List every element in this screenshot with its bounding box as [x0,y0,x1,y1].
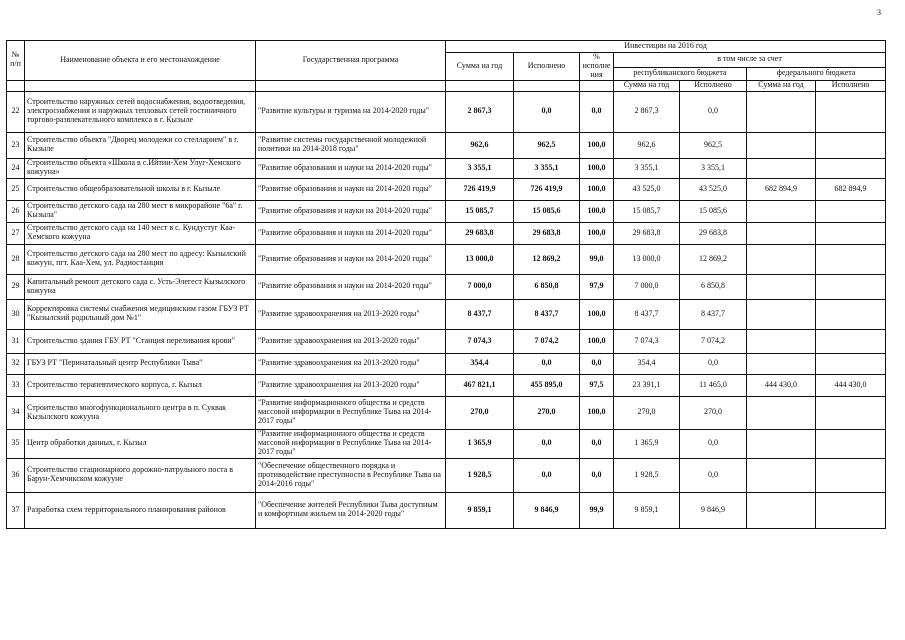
program-name: "Развитие здравоохранения на 2013-2020 годы" [256,329,446,353]
republic-plan: 2 867,3 [614,91,680,132]
republic-plan: 43 525,0 [614,178,680,200]
page-number: 3 [877,8,881,17]
row-number: 34 [7,396,25,429]
table-row [7,492,886,528]
table-row [7,353,886,374]
republic-plan: 29 683,8 [614,222,680,244]
done-amount: 726 419,9 [514,178,580,200]
percent-done: 0,0 [580,458,614,492]
table-row [7,458,886,492]
federal-plan [747,222,816,244]
program-name: "Обеспечение общественного порядка и противодействие преступности в Республике Тыва на 2014-2016 годы" [256,458,446,492]
percent-done: 97,9 [580,274,614,299]
federal-plan [747,132,816,158]
republic-plan: 3 355,1 [614,158,680,178]
federal-done [816,492,886,528]
done-amount: 270,0 [514,396,580,429]
republic-plan: 15 085,7 [614,200,680,222]
header-plan: Сумма на год [446,53,514,81]
republic-done: 29 683,8 [680,222,747,244]
federal-done [816,158,886,178]
header-done: Исполнено [514,53,580,81]
object-name: Строительство детского сада на 140 мест в с. Кундустуг Каа-Хемского кожууна [25,222,256,244]
object-name: Строительство объекта "Дворец молодежи со стелларием" в г. Кызыле [25,132,256,158]
federal-plan [747,158,816,178]
federal-plan [747,396,816,429]
federal-plan [747,429,816,458]
percent-done: 0,0 [580,353,614,374]
plan-amount: 962,6 [446,132,514,158]
percent-done: 100,0 [580,132,614,158]
plan-amount: 7 000,0 [446,274,514,299]
done-amount: 0,0 [514,458,580,492]
row-number: 23 [7,132,25,158]
header-investments: Инвестиции на 2016 год [446,41,886,53]
republic-done: 0,0 [680,458,747,492]
header-name: Наименование объекта и его местонахождение [25,41,256,81]
federal-done [816,244,886,274]
federal-done [816,396,886,429]
done-amount: 962,5 [514,132,580,158]
federal-plan [747,458,816,492]
republic-done: 0,0 [680,429,747,458]
object-name: Корректировка системы снабжения медицинским газом ГБУЗ РТ "Кызылский родильный дом №1" [25,299,256,329]
program-name: "Развитие образования и науки на 2014-2020 годы" [256,178,446,200]
program-name: "Обеспечение жителей Республики Тыва доступным и комфортным жильем на 2014-2020 годы" [256,492,446,528]
percent-done: 100,0 [580,158,614,178]
done-amount: 8 437,7 [514,299,580,329]
federal-done [816,299,886,329]
investment-table [6,40,886,529]
program-name: "Развитие культуры и туризма на 2014-2020 годы" [256,91,446,132]
republic-plan: 1 365,9 [614,429,680,458]
program-name: "Развитие системы государственной молодежной политики на 2014-2018 годы" [256,132,446,158]
row-number: 37 [7,492,25,528]
table-row [7,200,886,222]
table-row [7,178,886,200]
header-republic: республиканского бюджета [614,67,747,80]
plan-amount: 29 683,8 [446,222,514,244]
header-pct: % исполне ния [580,53,614,81]
republic-done: 7 074,2 [680,329,747,353]
percent-done: 99,9 [580,492,614,528]
republic-done: 8 437,7 [680,299,747,329]
object-name: Строительство общеобразовательной школы в г. Кызыле [25,178,256,200]
federal-done [816,132,886,158]
table-row [7,274,886,299]
federal-plan [747,91,816,132]
program-name: "Развитие образования и науки на 2014-2020 годы" [256,158,446,178]
plan-amount: 2 867,3 [446,91,514,132]
republic-plan: 9 859,1 [614,492,680,528]
program-name: "Развитие информационного общества и средств массовой информации в Республике Тыва на 2014-2017 годы" [256,396,446,429]
row-number: 30 [7,299,25,329]
republic-done: 12 869,2 [680,244,747,274]
header-rep-done: Исполнено [680,80,747,91]
object-name: Разработка схем территориального планирования районов [25,492,256,528]
plan-amount: 1 928,5 [446,458,514,492]
table-row [7,299,886,329]
program-name: "Развитие образования и науки на 2014-2020 годы" [256,200,446,222]
header-program: Государственная программа [256,41,446,81]
federal-plan: 682 894,9 [747,178,816,200]
republic-done: 11 465,0 [680,374,747,396]
program-name: "Развитие здравоохранения на 2013-2020 годы" [256,374,446,396]
percent-done: 99,0 [580,244,614,274]
object-name: Капитальный ремонт детского сада с. Усть-Элегест Кызылского кожууна [25,274,256,299]
header-incl: в том числе за счет [614,53,886,68]
republic-done: 9 846,9 [680,492,747,528]
done-amount: 3 355,1 [514,158,580,178]
program-name: "Развитие образования и науки на 2014-2020 годы" [256,244,446,274]
table-row [7,374,886,396]
republic-done: 0,0 [680,91,747,132]
row-number: 35 [7,429,25,458]
done-amount: 0,0 [514,429,580,458]
row-number: 33 [7,374,25,396]
federal-done [816,274,886,299]
percent-done: 0,0 [580,429,614,458]
object-name: Строительство многофункционального центра в п. Суквак Кызылского кожууна [25,396,256,429]
federal-plan [747,492,816,528]
plan-amount: 354,4 [446,353,514,374]
header-fed-plan: Сумма на год [747,80,816,91]
done-amount: 6 850,8 [514,274,580,299]
federal-done [816,329,886,353]
object-name: Строительство здания ГБУ РТ "Станция переливания крови" [25,329,256,353]
table-row [7,329,886,353]
header-fed-done: Исполнено [816,80,886,91]
row-number: 36 [7,458,25,492]
done-amount: 0,0 [514,353,580,374]
republic-plan: 23 391,1 [614,374,680,396]
federal-done [816,222,886,244]
percent-done: 100,0 [580,178,614,200]
republic-plan: 8 437,7 [614,299,680,329]
republic-plan: 7 000,0 [614,274,680,299]
table-row [7,132,886,158]
object-name: Строительство детского сада на 280 мест в микрорайоне "6а" г. Кызыла" [25,200,256,222]
federal-done [816,353,886,374]
object-name: Строительство объекта «Школа в с.Ийтии-Хем Улуг-Хемского кожууна» [25,158,256,178]
federal-plan [747,353,816,374]
program-name: "Развитие здравоохранения на 2013-2020 годы" [256,353,446,374]
federal-done [816,458,886,492]
row-number: 22 [7,91,25,132]
plan-amount: 270,0 [446,396,514,429]
republic-plan: 13 000,0 [614,244,680,274]
republic-done: 962,5 [680,132,747,158]
federal-plan: 444 430,0 [747,374,816,396]
republic-plan: 962,6 [614,132,680,158]
federal-plan [747,329,816,353]
done-amount: 0,0 [514,91,580,132]
federal-plan [747,299,816,329]
plan-amount: 3 355,1 [446,158,514,178]
plan-amount: 7 074,3 [446,329,514,353]
percent-done: 97,5 [580,374,614,396]
program-name: "Развитие образования и науки на 2014-2020 годы" [256,222,446,244]
table-row [7,429,886,458]
done-amount: 29 683,8 [514,222,580,244]
plan-amount: 9 859,1 [446,492,514,528]
plan-amount: 726 419,9 [446,178,514,200]
table-row [7,244,886,274]
republic-plan: 7 074,3 [614,329,680,353]
percent-done: 100,0 [580,329,614,353]
table-row [7,222,886,244]
table-row [7,396,886,429]
percent-done: 100,0 [580,200,614,222]
row-number: 25 [7,178,25,200]
table-row [7,158,886,178]
republic-plan: 270,0 [614,396,680,429]
plan-amount: 467 821,1 [446,374,514,396]
row-number: 26 [7,200,25,222]
federal-done [816,91,886,132]
plan-amount: 15 085,7 [446,200,514,222]
program-name: "Развитие образования и науки на 2014-2020 годы" [256,274,446,299]
federal-done [816,200,886,222]
federal-done [816,429,886,458]
header-rep-plan: Сумма на год [614,80,680,91]
percent-done: 100,0 [580,299,614,329]
plan-amount: 8 437,7 [446,299,514,329]
republic-done: 3 355,1 [680,158,747,178]
federal-done: 682 894,9 [816,178,886,200]
federal-plan [747,200,816,222]
republic-plan: 354,4 [614,353,680,374]
done-amount: 15 085,6 [514,200,580,222]
object-name: Строительство стационарного дорожно-патрульного поста в Барун-Хемчикском кожууне [25,458,256,492]
republic-done: 15 085,6 [680,200,747,222]
object-name: ГБУЗ РТ "Перинатальный центр Республики Тыва" [25,353,256,374]
republic-done: 6 850,8 [680,274,747,299]
row-number: 32 [7,353,25,374]
federal-plan [747,244,816,274]
done-amount: 12 869,2 [514,244,580,274]
federal-plan [747,274,816,299]
header-federal: федерального бюджета [747,67,886,80]
header-num: № п/п [7,41,25,81]
republic-plan: 1 928,5 [614,458,680,492]
done-amount: 455 895,0 [514,374,580,396]
percent-done: 100,0 [580,396,614,429]
object-name: Строительство терапевтического корпуса, г. Кызыл [25,374,256,396]
plan-amount: 1 365,9 [446,429,514,458]
object-name: Центр обработки данных, г. Кызыл [25,429,256,458]
row-number: 24 [7,158,25,178]
program-name: "Развитие информационного общества и средств массовой информации в Республике Тыва на 2014-2017 годы" [256,429,446,458]
done-amount: 9 846,9 [514,492,580,528]
row-number: 27 [7,222,25,244]
object-name: Строительство наружных сетей водоснабжения, водоотведения, электроснабжения и наружных тепловых сетей гостиничного торгово-развлекательного комплекса в г. Кызыле [25,91,256,132]
plan-amount: 13 000,0 [446,244,514,274]
percent-done: 0,0 [580,91,614,132]
republic-done: 43 525,0 [680,178,747,200]
program-name: "Развитие здравоохранения на 2013-2020 годы" [256,299,446,329]
row-number: 29 [7,274,25,299]
federal-done: 444 430,0 [816,374,886,396]
table-row [7,91,886,132]
object-name: Строительство детского сада на 280 мест по адресу: Кызылский кожуун, пгт. Каа-Хем, ул. Радиостанция [25,244,256,274]
done-amount: 7 074,2 [514,329,580,353]
percent-done: 100,0 [580,222,614,244]
republic-done: 270,0 [680,396,747,429]
row-number: 31 [7,329,25,353]
row-number: 28 [7,244,25,274]
republic-done: 0,0 [680,353,747,374]
